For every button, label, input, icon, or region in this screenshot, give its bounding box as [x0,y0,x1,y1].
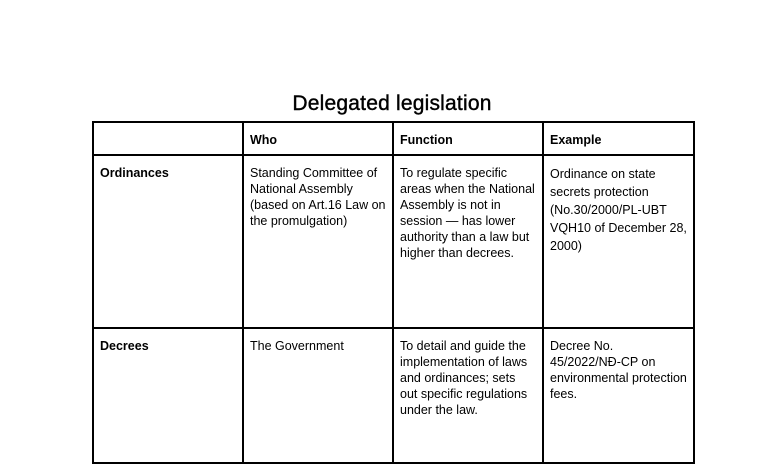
slide-title: Delegated legislation [292,92,492,115]
row-label-decrees: Decrees [93,328,243,463]
cell-who: The Government [243,328,393,463]
table-row [93,155,694,328]
delegated-legislation-table [92,121,695,464]
cell-example: Decree No. 45/2022/NĐ-CP on environmental protection fees. [543,328,694,463]
cell-function: To regulate specific areas when the National Assembly is not in session — has lower authority than a law but higher than decrees. [393,155,543,328]
header-cell-function: Function [393,122,543,155]
cell-who: Standing Committee of National Assembly (based on Art.16 Law on the promulgation) [243,155,393,328]
cell-example: Ordinance on state secrets protection (No.30/2000/PL-UBT VQH10 of December 28, 2000) [543,155,694,328]
table-header-row [93,122,694,155]
header-cell-example: Example [543,122,694,155]
header-cell-empty [93,122,243,155]
table-row [93,328,694,463]
row-label-ordinances: Ordinances [93,155,243,328]
cell-function: To detail and guide the implementation of laws and ordinances; sets out specific regulations under the law. [393,328,543,463]
header-cell-who: Who [243,122,393,155]
